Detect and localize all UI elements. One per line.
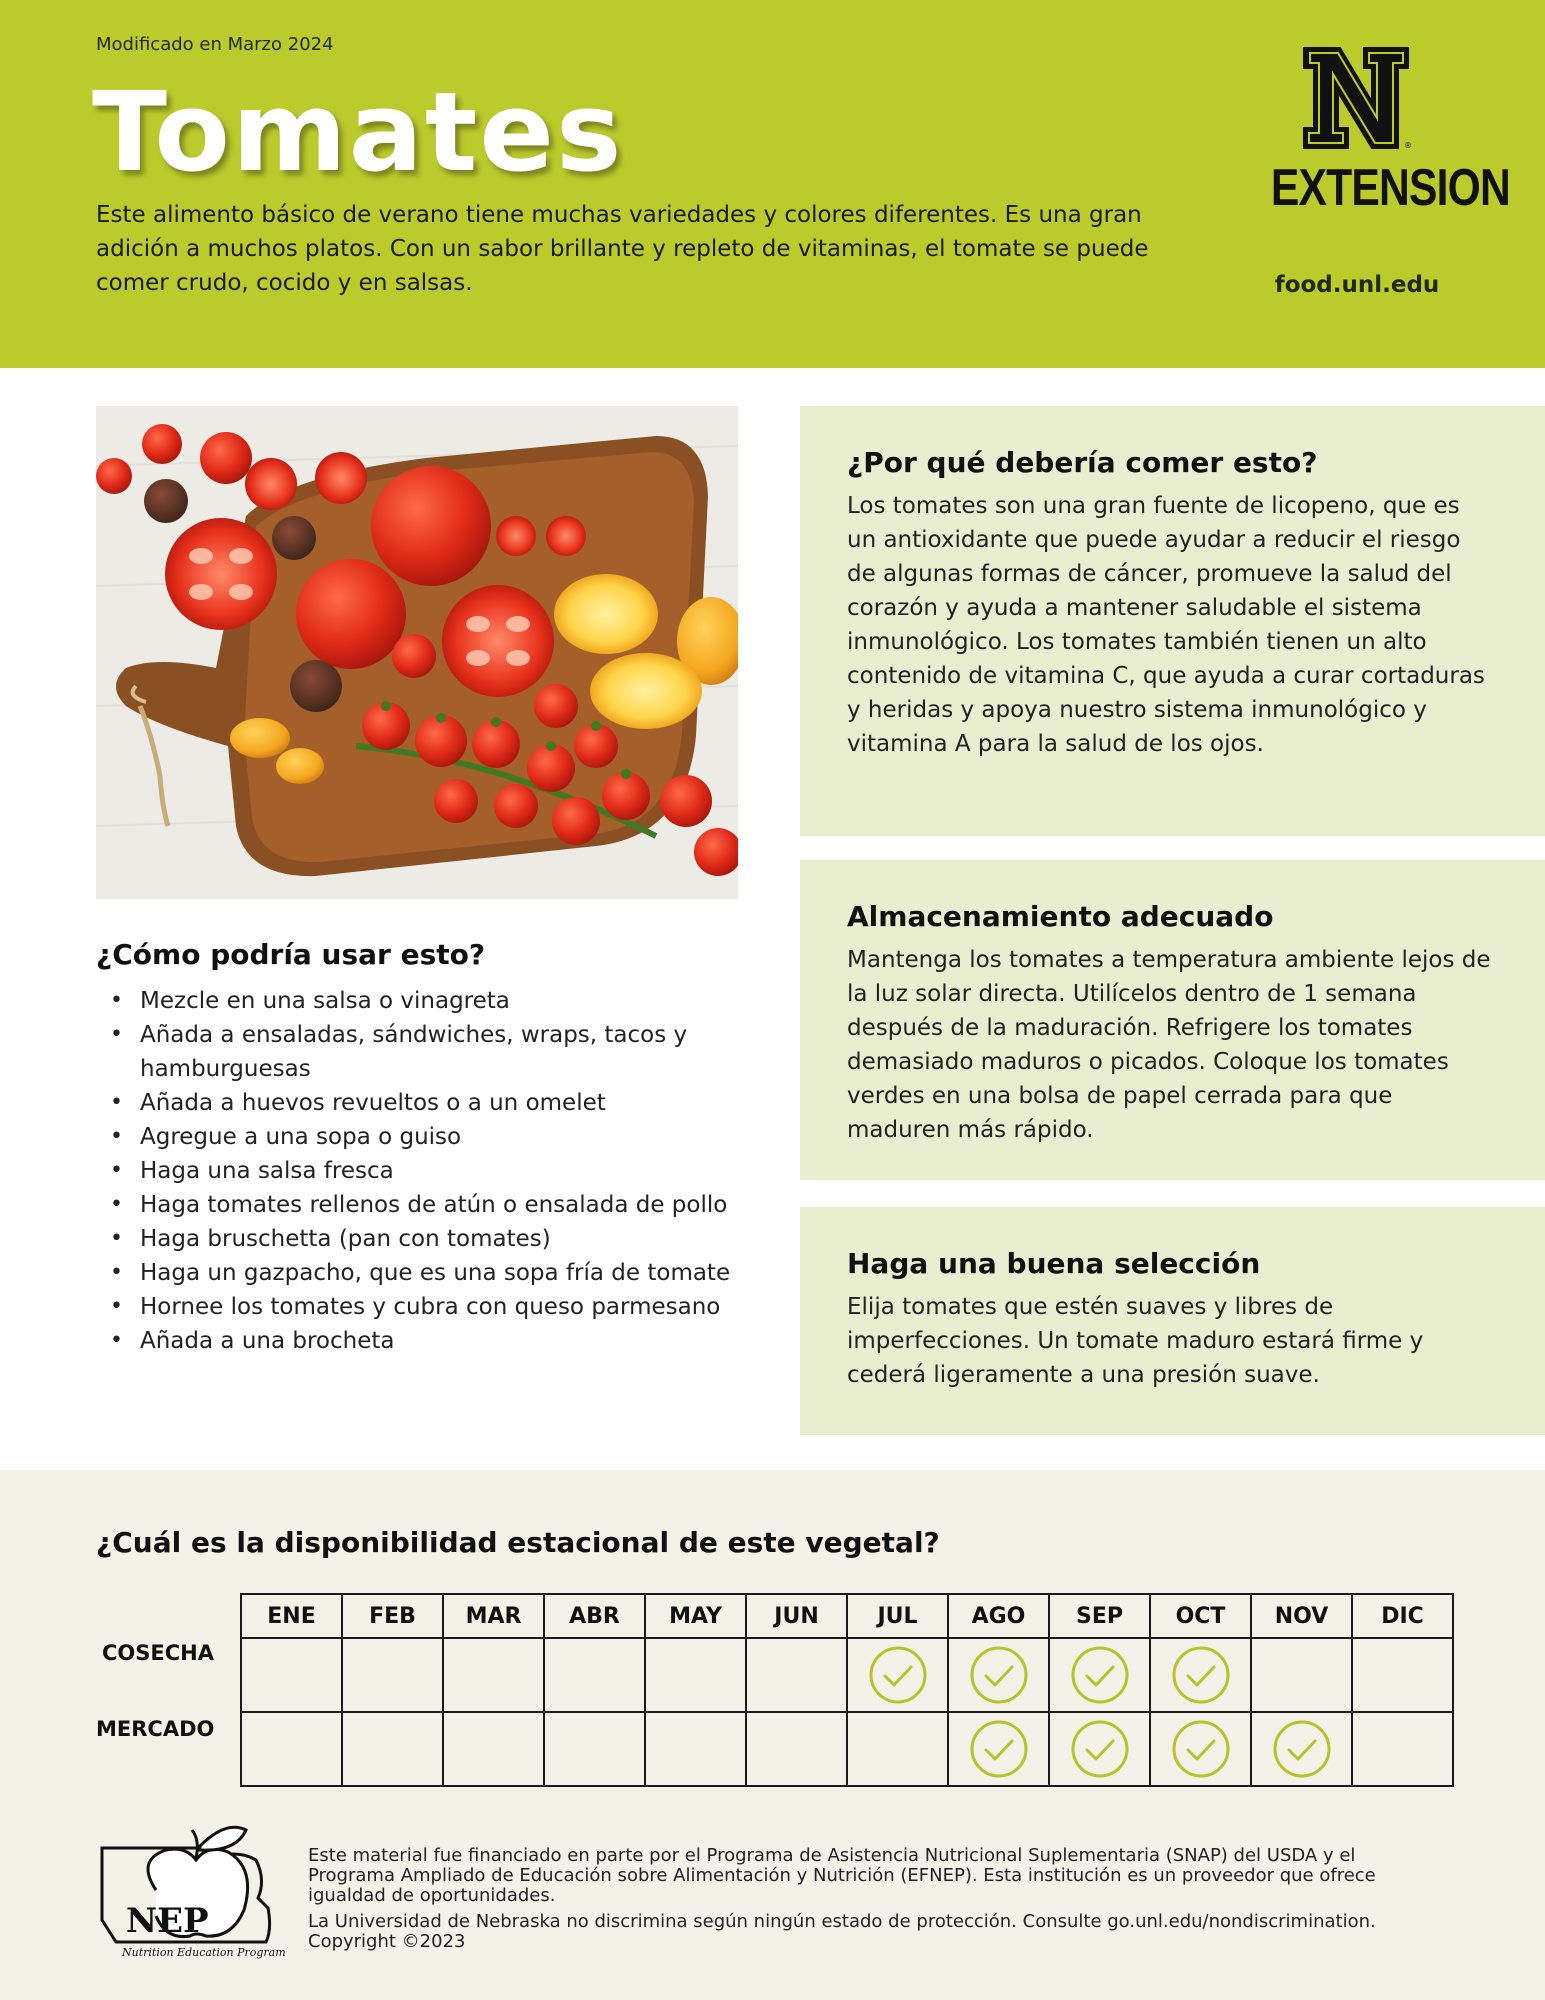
harvest-row-label: COSECHA xyxy=(102,1641,214,1665)
season-cell xyxy=(1049,1638,1150,1712)
season-cell xyxy=(342,1638,443,1712)
season-table xyxy=(240,1593,1454,1787)
list-item: • Mezcle en una salsa o vinagreta xyxy=(96,984,786,1018)
season-cell xyxy=(645,1638,746,1712)
table-row xyxy=(241,1638,1453,1712)
season-cell xyxy=(443,1638,544,1712)
list-item: • Añada a huevos revueltos o a un omelet xyxy=(96,1086,786,1120)
season-cell xyxy=(342,1712,443,1786)
uses-heading: ¿Cómo podría usar esto? xyxy=(96,938,486,971)
header-banner xyxy=(0,0,1545,368)
check-circle-icon xyxy=(969,1645,1029,1705)
season-cell xyxy=(847,1638,948,1712)
storage-body: Mantenga los tomates a temperatura ambiente lejos de la luz solar directa. Utilícelos dentro de 1 semana después de la maduración. Refrigere los tomates demasiado maduros o picados. Coloque los tomates verdes en una bolsa de papel cerrada para que maduren más rápido. xyxy=(847,947,1491,1143)
season-cell xyxy=(241,1712,342,1786)
list-item: • Agregue a una sopa o guiso xyxy=(96,1120,786,1154)
website-link[interactable]: food.unl.edu xyxy=(1274,272,1440,298)
month-header: OCT xyxy=(1150,1594,1251,1638)
season-cell xyxy=(1352,1638,1453,1712)
extension-logo-text: EXTENSION xyxy=(1270,159,1510,217)
footer-text xyxy=(308,1846,1408,1952)
month-header: MAY xyxy=(645,1594,746,1638)
selection-body: Elija tomates que estén suaves y libres de imperfecciones. Un tomate maduro estará firme y cederá ligeramente a una presión suave. xyxy=(847,1294,1424,1388)
season-cell xyxy=(1150,1638,1251,1712)
list-item: • Añada a una brocheta xyxy=(96,1324,786,1358)
selection-heading: Haga una buena selección xyxy=(847,1247,1261,1280)
season-cell xyxy=(241,1638,342,1712)
list-item: • Haga un gazpacho, que es una sopa fría de tomate xyxy=(96,1256,786,1290)
tomatoes-photo xyxy=(96,406,738,899)
nebraska-n-logo xyxy=(1300,44,1412,152)
season-cell xyxy=(1251,1638,1352,1712)
month-header: JUN xyxy=(746,1594,847,1638)
nep-logo xyxy=(96,1820,286,1960)
why-panel xyxy=(800,406,1545,836)
modified-date: Modificado en Marzo 2024 xyxy=(96,34,334,55)
month-header: DIC xyxy=(1352,1594,1453,1638)
list-item: • Haga tomates rellenos de atún o ensalada de pollo xyxy=(96,1188,786,1222)
season-cell xyxy=(847,1712,948,1786)
funding-statement: Este material fue financiado en parte por el Programa de Asistencia Nutricional Suplementaria (SNAP) del USDA y el Programa Ampliado de Educación sobre Alimentación y Nutrición (EFNEP). Esta institución es un proveedor que ofrece igualdad de oportunidades. xyxy=(308,1845,1376,1906)
season-cell xyxy=(544,1712,645,1786)
season-cell xyxy=(948,1712,1049,1786)
season-cell xyxy=(1352,1712,1453,1786)
season-cell xyxy=(1150,1712,1251,1786)
season-cell xyxy=(544,1638,645,1712)
check-circle-icon xyxy=(1070,1719,1130,1779)
why-body: Los tomates son una gran fuente de licopeno, que es un antioxidante que puede ayudar a reducir el riesgo de algunas formas de cáncer, promueve la salud del corazón y ayuda a mantener saludable el sistema inmunológico. Los tomates también tienen un alto contenido de vitamina C, que ayuda a curar cortaduras y heridas y apoya nuestro sistema inmunológico y vitamina A para la salud de los ojos. xyxy=(847,493,1485,757)
season-cell xyxy=(746,1638,847,1712)
month-header: FEB xyxy=(342,1594,443,1638)
month-header: JUL xyxy=(847,1594,948,1638)
season-cell xyxy=(443,1712,544,1786)
list-item: • Añada a ensaladas, sándwiches, wraps, tacos y hamburguesas xyxy=(96,1018,786,1086)
check-circle-icon xyxy=(1171,1719,1231,1779)
season-cell xyxy=(948,1638,1049,1712)
list-item: • Haga una salsa fresca xyxy=(96,1154,786,1188)
selection-panel xyxy=(800,1207,1545,1435)
svg-text:®: ® xyxy=(1404,141,1412,150)
nep-logo-subtext: Nutrition Education Program xyxy=(122,1946,286,1959)
uses-list xyxy=(96,984,786,1358)
season-cell xyxy=(746,1712,847,1786)
check-circle-icon xyxy=(969,1719,1029,1779)
list-item: • Hornee los tomates y cubra con queso parmesano xyxy=(96,1290,786,1324)
market-row-label: MERCADO xyxy=(96,1717,215,1741)
intro-text: Este alimento básico de verano tiene muchas variedades y colores diferentes. Es una gran adición a muchos platos. Con un sabor brillante y repleto de vitaminas, el tomate se puede comer crudo, cocido y en salsas. xyxy=(96,202,1149,296)
season-cell xyxy=(645,1712,746,1786)
month-header: MAR xyxy=(443,1594,544,1638)
list-item: • Haga bruschetta (pan con tomates) xyxy=(96,1222,786,1256)
check-circle-icon xyxy=(1272,1719,1332,1779)
check-circle-icon xyxy=(1171,1645,1231,1705)
why-heading: ¿Por qué debería comer esto? xyxy=(847,446,1318,479)
storage-heading: Almacenamiento adecuado xyxy=(847,900,1274,933)
month-header: AGO xyxy=(948,1594,1049,1638)
page-title: Tomates xyxy=(92,68,624,196)
nondiscrimination-statement: La Universidad de Nebraska no discrimina según ningún estado de protección. Consulte go.unl.edu/nondiscrimination. Copyright ©2023 xyxy=(308,1911,1376,1952)
season-cell xyxy=(1251,1712,1352,1786)
check-circle-icon xyxy=(868,1645,928,1705)
check-circle-icon xyxy=(1070,1645,1130,1705)
table-row xyxy=(241,1712,1453,1786)
season-heading: ¿Cuál es la disponibilidad estacional de este vegetal? xyxy=(96,1526,940,1559)
month-header: ENE xyxy=(241,1594,342,1638)
storage-panel xyxy=(800,860,1545,1180)
month-header: SEP xyxy=(1049,1594,1150,1638)
season-cell xyxy=(1049,1712,1150,1786)
nep-logo-text: NEP xyxy=(126,1901,209,1941)
month-header: ABR xyxy=(544,1594,645,1638)
month-header: NOV xyxy=(1251,1594,1352,1638)
